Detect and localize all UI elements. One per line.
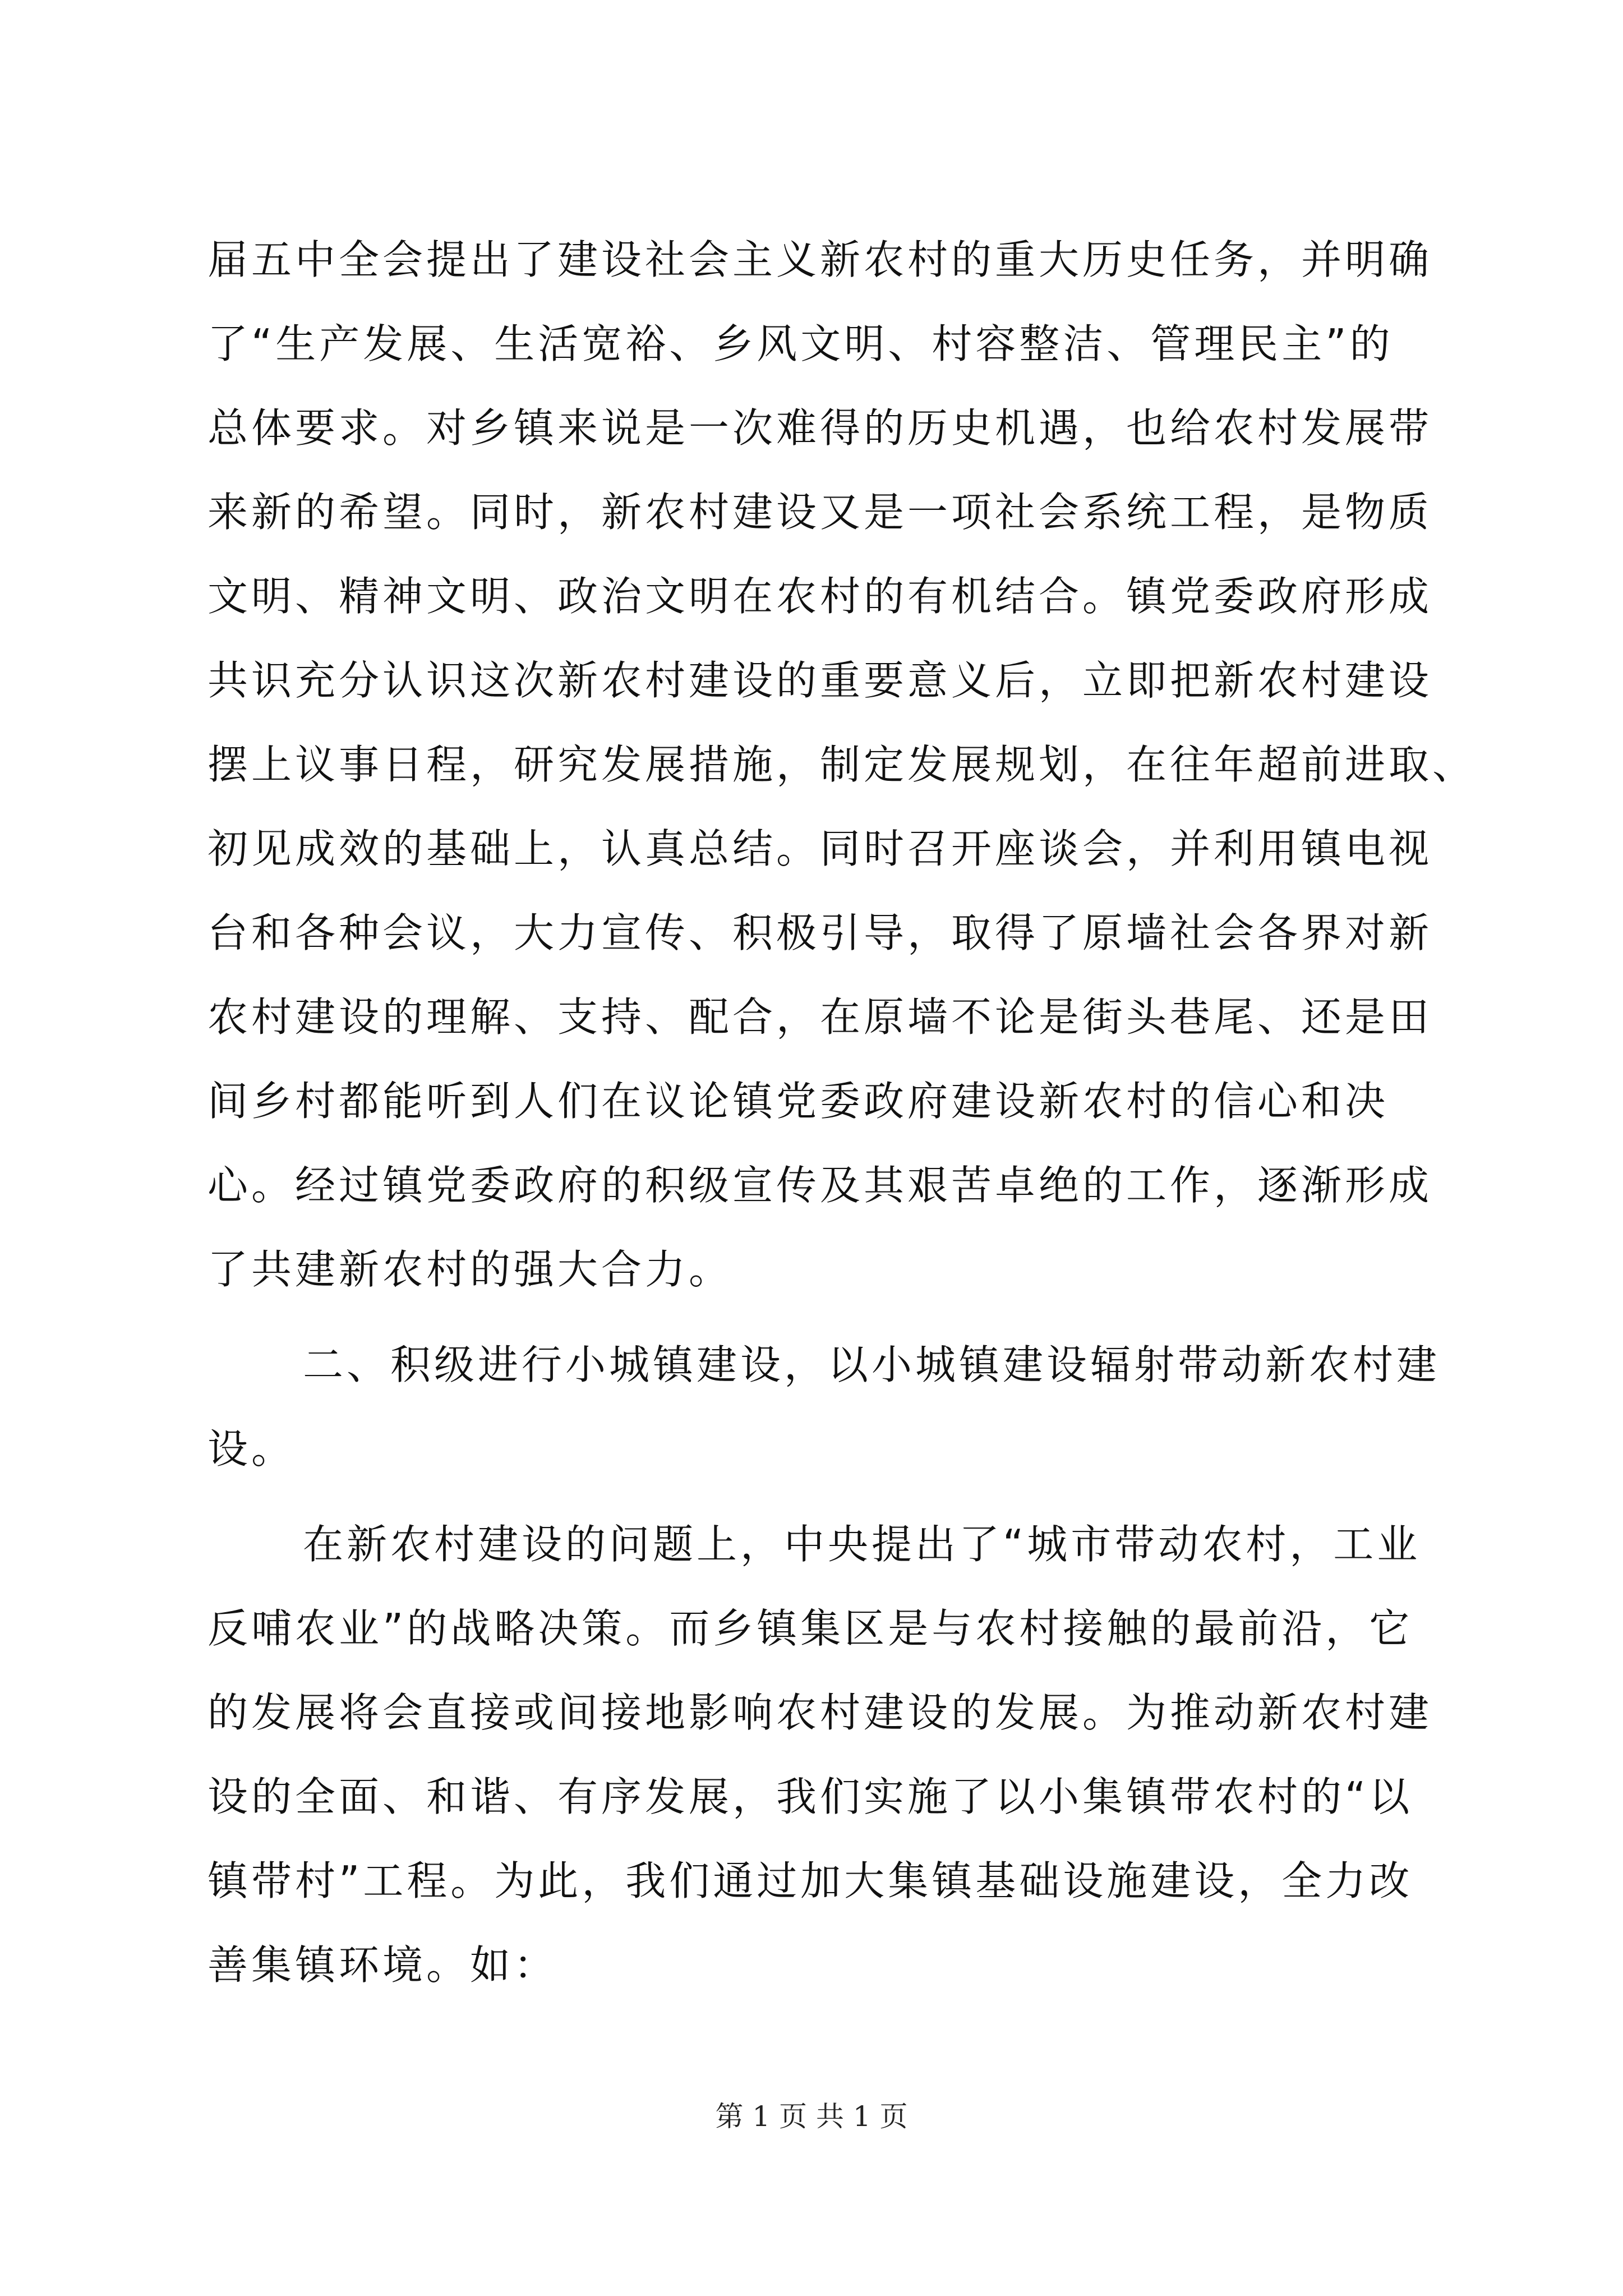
text-line: 台和各种会议，大力宣传、积极引导，取得了原墙社会各界对新 (208, 909, 1433, 956)
text-line: 镇带村”工程。为此，我们通过加大集镇基础设施建设，全力改 (208, 1857, 1413, 1904)
paragraph-spacer (208, 1312, 1419, 1323)
text-line: 共识充分认识这次新农村建设的重要意义后，立即把新农村建设 (208, 657, 1433, 704)
text-line: 了“生产发展、生活宽裕、乡风文明、村容整洁、管理民主”的 (208, 320, 1394, 367)
text-line: 善集镇环境。如： (208, 1941, 558, 1989)
text-line: 初见成效的基础上，认真总结。同时召开座谈会，并利用镇电视 (208, 825, 1433, 872)
text-line: 间乡村都能听到人们在议论镇党委政府建设新农村的信心和决 (208, 1078, 1389, 1125)
section-heading-line: 二、积级进行小城镇建设，以小城镇建设辐射带动新农村建 (303, 1341, 1441, 1388)
text-line: 的发展将会直接或间接地影响农村建设的发展。为推动新农村建 (208, 1689, 1433, 1736)
text-line: 了共建新农村的强大合力。 (208, 1246, 733, 1293)
paragraph-spacer (208, 1491, 1419, 1502)
text-line: 届五中全会提出了建设社会主义新农村的重大历史任务，并明确 (208, 236, 1433, 283)
section-heading-line: 设。 (208, 1425, 296, 1473)
page-footer: 第 1 页 共 1 页 (715, 2100, 908, 2133)
text-line: 心。经过镇党委政府的积级宣传及其艰苦卓绝的工作，逐渐形成 (208, 1162, 1433, 1209)
text-line: 在新农村建设的问题上，中央提出了“城市带动农村，工业 (303, 1521, 1421, 1568)
text-line: 设的全面、和谐、有序发展，我们实施了以小集镇带农村的“以 (208, 1773, 1413, 1820)
text-line: 总体要求。对乡镇来说是一次难得的历史机遇，也给农村发展带 (208, 404, 1433, 452)
text-line: 文明、精神文明、政治文明在农村的有机结合。镇党委政府形成 (208, 573, 1433, 620)
text-line: 反哺农业”的战略决策。而乡镇集区是与农村接触的最前沿，它 (208, 1605, 1413, 1652)
document-body (208, 218, 1477, 2007)
text-line: 摆上议事日程，研究发展措施，制定发展规划，在往年超前进取、 (208, 741, 1477, 788)
text-line: 来新的希望。同时，新农村建设又是一项社会系统工程，是物质 (208, 489, 1433, 536)
text-line: 农村建设的理解、支持、配合，在原墙不论是街头巷尾、还是田 (208, 993, 1433, 1041)
